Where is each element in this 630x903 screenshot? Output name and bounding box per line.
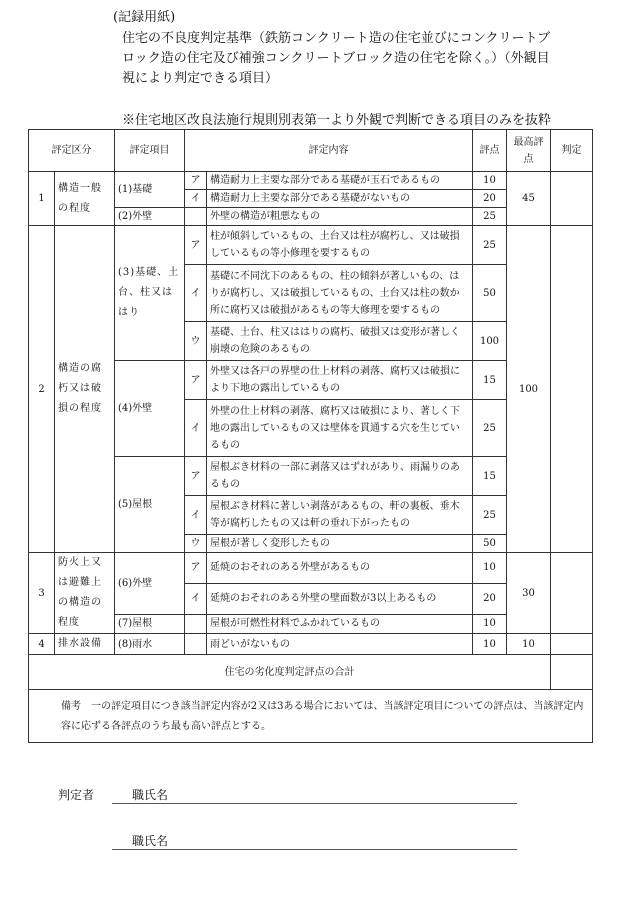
row-content: 屋根が可燃性材料でふかれているもの <box>207 614 473 633</box>
document-title: 住宅の不良度判定基準（鉄筋コンクリート造の住宅並びにコンクリートブロック造の住宅及び補強コンクリートブロック造の住宅を除く。）（外観目視により判定できる項目） <box>122 31 551 86</box>
row-kana: ウ <box>185 322 207 361</box>
row-content: 構造耐力上主要な部分である基礎が玉石であるもの <box>207 172 473 190</box>
table-row <box>29 553 593 584</box>
item-name: (8)雨水 <box>115 634 185 655</box>
item-name: (6)外壁 <box>115 553 185 615</box>
group-no: 4 <box>29 634 55 655</box>
row-score: 25 <box>473 208 507 226</box>
row-score: 50 <box>473 535 507 553</box>
row-content: 屋根ぶき材料に著しい剥落があるもの、軒の裏板、垂木等が腐朽したもの又は軒の垂れ下がったもの <box>207 496 473 535</box>
row-kana: ア <box>185 553 207 584</box>
item-name: (1)基礎 <box>115 172 185 208</box>
row-content: 屋根ぶき材料の一部に剥落又はずれがあり、雨漏りのあるもの <box>207 457 473 496</box>
header-judgment: 判定 <box>551 130 593 172</box>
row-content: 屋根が著しく変形したもの <box>207 535 473 553</box>
header-item: 評定項目 <box>115 130 185 172</box>
judgment-cell[interactable] <box>551 553 593 634</box>
row-kana: ア <box>185 226 207 265</box>
row-content: 延焼のおそれのある外壁の壁面数が3以上あるもの <box>207 583 473 614</box>
row-score: 10 <box>473 553 507 584</box>
group-no: 2 <box>29 226 55 553</box>
name-label-1: 職氏名 <box>132 788 169 802</box>
row-score: 25 <box>473 496 507 535</box>
row-score: 50 <box>473 265 507 322</box>
row-content: 外壁の仕上材料の剥落、腐朽又は破損により、著しく下地の露出しているもの又は壁体を貫通する穴を生じているもの <box>207 400 473 457</box>
row-score: 25 <box>473 226 507 265</box>
row-kana: イ <box>185 583 207 614</box>
row-content: 構造耐力上主要な部分である基礎がないもの <box>207 190 473 208</box>
row-score: 10 <box>473 614 507 633</box>
group-category: 排水設備 <box>55 634 115 655</box>
row-kana: イ <box>185 190 207 208</box>
row-score: 10 <box>473 172 507 190</box>
item-name: (7)屋根 <box>115 614 185 633</box>
row-kana <box>185 634 207 655</box>
row-score: 15 <box>473 457 507 496</box>
group-max-score: 100 <box>507 226 551 553</box>
form-label: (記録用紙) <box>113 10 176 25</box>
judgment-cell[interactable] <box>551 172 593 226</box>
row-content: 外壁の構造が粗悪なもの <box>207 208 473 226</box>
judgment-cell[interactable] <box>551 226 593 553</box>
row-kana: イ <box>185 496 207 535</box>
group-max-score: 45 <box>507 172 551 226</box>
row-content: 外壁又は各戸の界壁の仕上材料の剥落、腐朽又は破損により下地の露出しているもの <box>207 361 473 400</box>
group-category: 構造の腐朽又は破損の程度 <box>55 226 115 553</box>
total-score-cell[interactable] <box>551 655 593 690</box>
row-kana <box>185 208 207 226</box>
item-name: (2)外壁 <box>115 208 185 226</box>
group-category: 構造一般の程度 <box>55 172 115 226</box>
row-score: 15 <box>473 361 507 400</box>
group-max-score: 30 <box>507 553 551 634</box>
header-score: 評点 <box>473 130 507 172</box>
row-content: 延焼のおそれのある外壁があるもの <box>207 553 473 584</box>
row-content: 柱が傾斜しているもの、土台又は柱が腐朽し、又は破損しているもの等小修理を要するもの <box>207 226 473 265</box>
row-score: 100 <box>473 322 507 361</box>
row-kana: ア <box>185 172 207 190</box>
total-label: 住宅の劣化度判定評点の合計 <box>29 655 551 690</box>
row-content: 基礎に不同沈下のあるもの、柱の傾斜が著しいもの、はりが腐朽し、又は破損しているもの、土台又は柱の数か所に腐朽又は破損があるもの等大修理を要するもの <box>207 265 473 322</box>
row-score: 20 <box>473 583 507 614</box>
row-score: 20 <box>473 190 507 208</box>
judgment-cell[interactable] <box>551 634 593 655</box>
table-row <box>29 226 593 265</box>
signature-line-1[interactable] <box>112 803 517 804</box>
item-name: (5)屋根 <box>115 457 185 553</box>
row-score: 25 <box>473 400 507 457</box>
group-category: 防火上又は避難上の構造の程度 <box>55 553 115 634</box>
total-row <box>29 655 593 690</box>
row-kana: イ <box>185 400 207 457</box>
evaluation-table <box>28 129 593 743</box>
row-content: 基礎、土台、柱又ははりの腐朽、破損又は変形が著しく崩壊の危険のあるもの <box>207 322 473 361</box>
item-name: (3)基礎、土台、柱又ははり <box>115 226 185 361</box>
name-label-2: 職氏名 <box>132 834 169 848</box>
row-kana: ア <box>185 361 207 400</box>
judge-label: 判定者 <box>58 788 95 802</box>
group-max-score: 10 <box>507 634 551 655</box>
group-no: 1 <box>29 172 55 226</box>
row-score: 10 <box>473 634 507 655</box>
header-category: 評定区分 <box>29 130 115 172</box>
item-name: (4)外壁 <box>115 361 185 457</box>
row-kana: ア <box>185 457 207 496</box>
remarks-text: 備考 一の評定項目につき該当評定内容が2又は3ある場合においては、当該評定項目についての評点は、当該評定内容に応ずる各評点のうち最も高い評点とする。 <box>29 690 593 743</box>
remarks-row <box>29 690 593 743</box>
signature-line-2[interactable] <box>112 849 517 850</box>
row-kana: イ <box>185 265 207 322</box>
table-row <box>29 172 593 190</box>
header-max-score: 最高評点 <box>507 130 551 172</box>
source-note: ※住宅地区改良法施行規則別表第一より外観で判断できる項目のみを抜粋 <box>122 113 552 128</box>
header-content: 評定内容 <box>185 130 473 172</box>
group-no: 3 <box>29 553 55 634</box>
row-content: 雨どいがないもの <box>207 634 473 655</box>
header-row <box>29 130 593 172</box>
row-kana <box>185 614 207 633</box>
table-row <box>29 634 593 655</box>
row-kana: ウ <box>185 535 207 553</box>
